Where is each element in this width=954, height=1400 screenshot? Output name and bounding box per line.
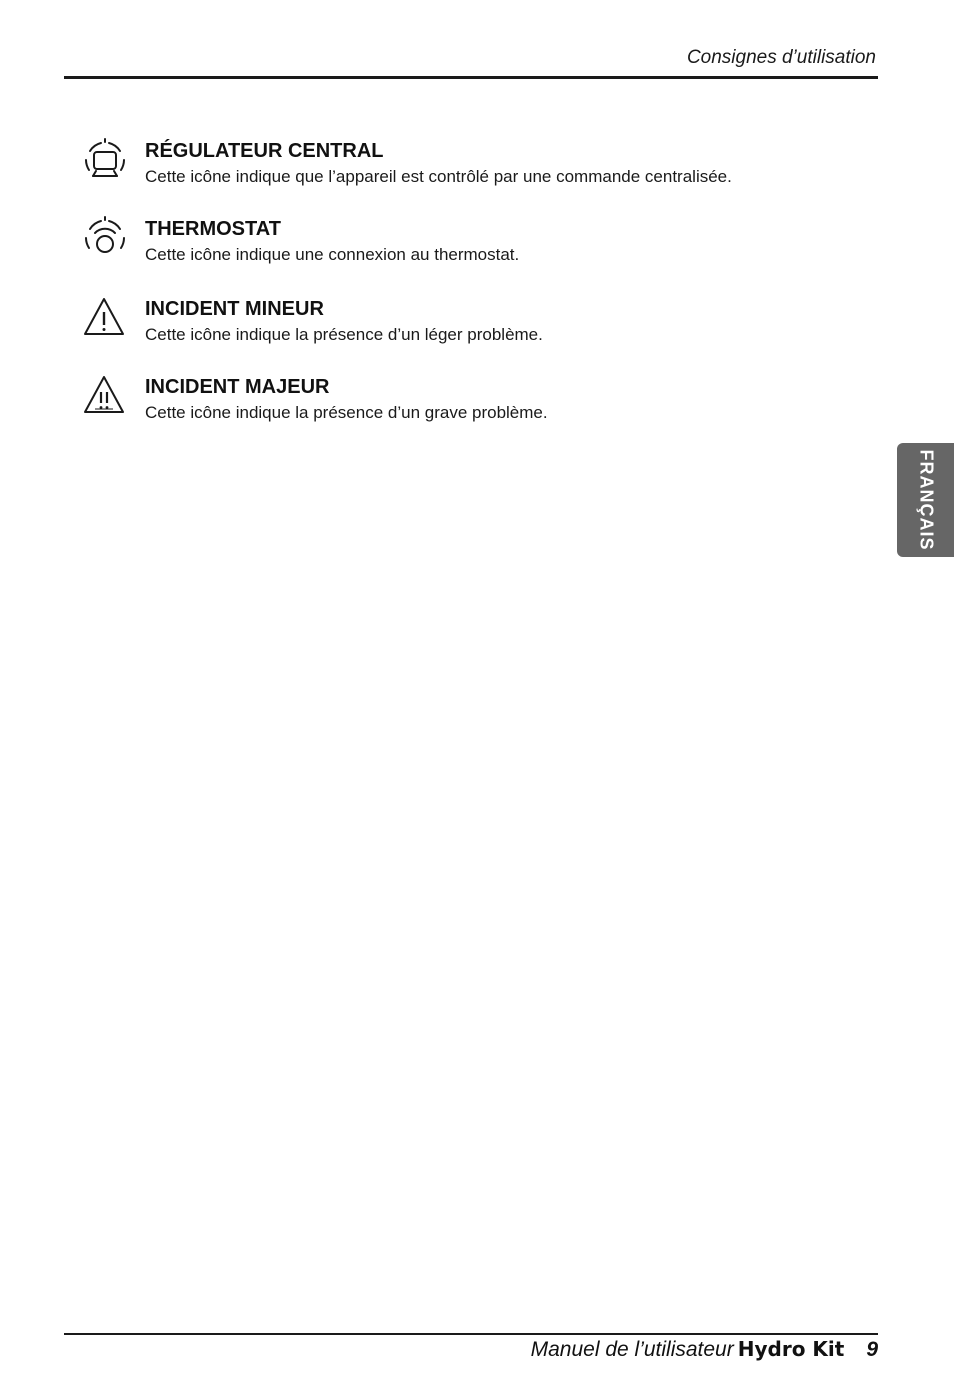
language-tab — [897, 443, 954, 557]
manual-label: Manuel de l’utilisateur — [530, 1338, 734, 1361]
entry-description: Cette icône indique la présence d’un léger problème. — [145, 325, 543, 344]
central-controller-icon — [80, 138, 130, 184]
section-title: Consignes d’utilisation — [686, 47, 876, 68]
thermostat-icon — [80, 216, 130, 262]
entry-description: Cette icône indique que l’appareil est contrôlé par une commande centralisée. — [145, 167, 732, 186]
entry-title: RÉGULATEUR CENTRAL — [145, 140, 384, 162]
language-label: FRANÇAIS — [916, 449, 936, 551]
entry-description: Cette icône indique la présence d’un grave problème. — [145, 403, 548, 422]
footer-text — [531, 1337, 878, 1362]
footer-rule — [64, 1333, 878, 1335]
header-rule — [64, 76, 878, 79]
minor-warning-icon — [80, 296, 130, 342]
entry-description: Cette icône indique une connexion au thermostat. — [145, 245, 520, 264]
entry-title: INCIDENT MAJEUR — [145, 376, 330, 398]
entry-title: THERMOSTAT — [145, 218, 281, 240]
major-warning-icon — [80, 374, 130, 420]
product-name: Hydro Kit — [737, 1337, 845, 1361]
entry-title: INCIDENT MINEUR — [145, 298, 324, 320]
page-number: 9 — [866, 1338, 878, 1361]
